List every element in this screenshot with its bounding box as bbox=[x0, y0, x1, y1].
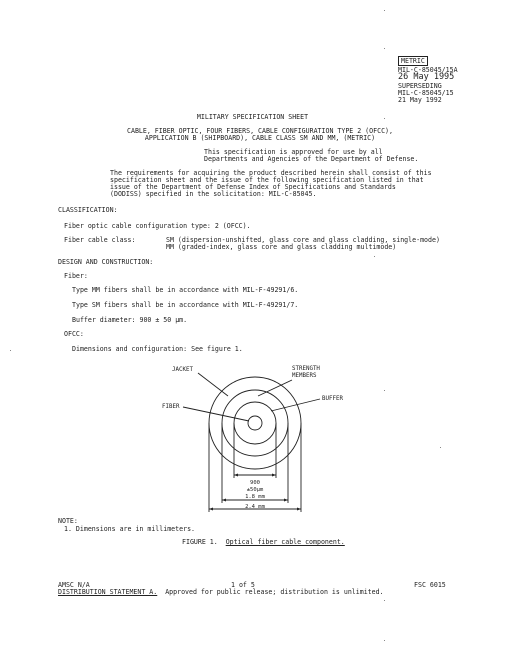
fiber-label: FIBER bbox=[162, 404, 180, 410]
cable-class-mm: MM (graded-index, glass core and glass cladding multimode) bbox=[166, 243, 397, 251]
fiber-circle bbox=[248, 416, 262, 430]
old-spec-date: 21 May 1992 bbox=[398, 96, 442, 104]
metric-label: METRIC bbox=[398, 56, 428, 66]
dim-1-8-label: 1.8 mm bbox=[245, 494, 265, 500]
design-heading: DESIGN AND CONSTRUCTION: bbox=[58, 258, 154, 266]
fsc-code: FSC 6015 bbox=[414, 581, 446, 589]
classification-heading: CLASSIFICATION: bbox=[58, 206, 118, 214]
jacket-circle bbox=[209, 377, 301, 469]
approval-line-2: Departments and Agencies of the Department of Defense. bbox=[204, 155, 419, 163]
page-number: 1 of 5 bbox=[231, 581, 255, 589]
ofcc-heading: OFCC: bbox=[64, 330, 84, 338]
config-type-line: Fiber optic cable configuration type: 2 (OFCC). bbox=[64, 222, 251, 230]
dim-900-label: 900 bbox=[250, 480, 260, 486]
approval-line-1: This specification is approved for use by all bbox=[204, 148, 383, 156]
dim-2-4-label: 2.4 mm bbox=[245, 504, 265, 510]
strength-members-circle bbox=[222, 390, 288, 456]
mm-fiber-line: Type MM fibers shall be in accordance with MIL-F-49291/6. bbox=[72, 286, 299, 294]
jacket-label: JACKET bbox=[172, 367, 193, 373]
buffer-diameter-line: Buffer diameter: 900 ± 50 μm. bbox=[72, 316, 188, 324]
note-item-1: 1. Dimensions are in millimeters. bbox=[64, 525, 196, 533]
requirements-line-3: issue of the Department of Defense Index of Specifications and Standards bbox=[110, 183, 396, 191]
dim-tolerance-label: ±50μm bbox=[246, 487, 264, 493]
jacket-leader bbox=[198, 373, 228, 396]
sm-fiber-line: Type SM fibers shall be in accordance with MIL-F-49291/7. bbox=[72, 301, 299, 309]
title-line-1: CABLE, FIBER OPTIC, FOUR FIBERS, CABLE CONFIGURATION TYPE 2 (OFCC), bbox=[127, 127, 393, 135]
figure-caption bbox=[182, 538, 345, 546]
distribution-text: Approved for public release; distribution is unlimited. bbox=[165, 588, 384, 596]
title-line-2: APPLICATION B (SHIPBOARD), CABLE CLASS SM AND MM, (METRIC) bbox=[144, 134, 376, 142]
dimensions-line: Dimensions and configuration: See figure 1. bbox=[72, 345, 243, 353]
strength-leader bbox=[258, 380, 292, 396]
sheet-title: MILITARY SPECIFICATION SHEET bbox=[196, 113, 309, 121]
distribution-label: DISTRIBUTION STATEMENT A. bbox=[58, 588, 158, 596]
superseding-label: SUPERSEDING bbox=[398, 82, 442, 90]
buffer-circle bbox=[234, 402, 276, 444]
distribution-statement bbox=[58, 588, 384, 596]
buffer-label: BUFFER bbox=[322, 396, 343, 402]
requirements-line-2: specification sheet and the issue of the following specification listed in that bbox=[110, 176, 424, 184]
figure-caption-prefix: FIGURE 1. bbox=[182, 538, 218, 546]
strength-label-line-1: STRENGTH bbox=[292, 366, 320, 372]
amsc-label: AMSC N/A bbox=[58, 581, 90, 589]
requirements-line-1: The requirements for acquiring the product described herein shall consist of this bbox=[110, 169, 432, 177]
figure-caption-text: Optical fiber cable component. bbox=[225, 538, 345, 546]
strength-label-line-2: MEMBERS bbox=[292, 373, 317, 379]
fiber-heading: Fiber: bbox=[64, 272, 88, 280]
note-heading: NOTE: bbox=[58, 517, 78, 525]
old-spec-number: MIL-C-85045/15 bbox=[398, 89, 454, 97]
spec-number: MIL-C-85045/15A bbox=[398, 66, 458, 74]
requirements-line-4: (DODISS) specified in the solicitation: MIL-C-85045. bbox=[110, 190, 317, 198]
spec-date: 26 May 1995 bbox=[398, 72, 455, 82]
cable-class-label: Fiber cable class: bbox=[64, 236, 136, 244]
cable-class-sm: SM (dispersion-unshifted, glass core and glass cladding, single-mode) bbox=[166, 236, 440, 244]
